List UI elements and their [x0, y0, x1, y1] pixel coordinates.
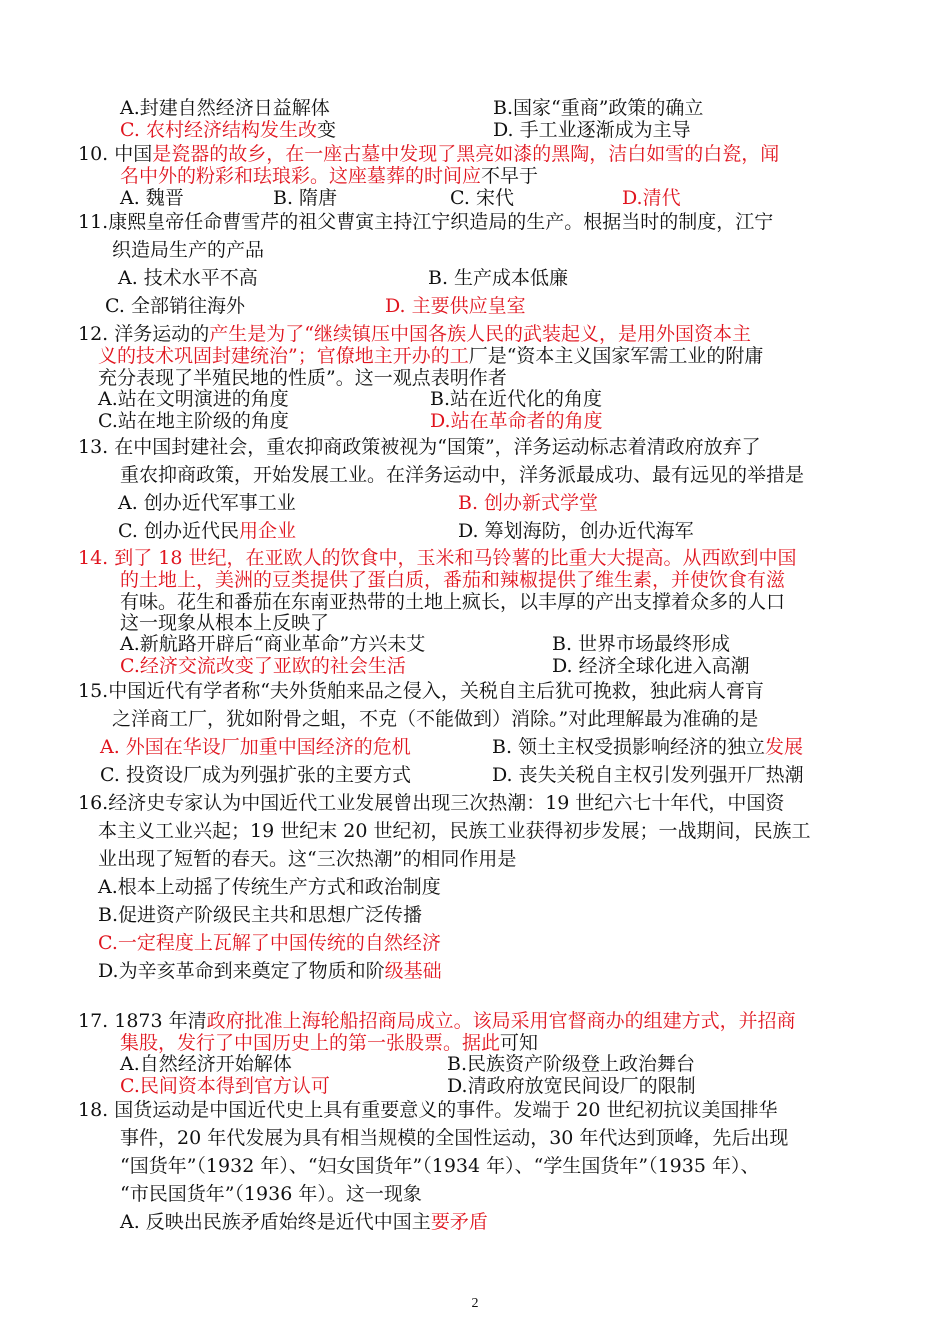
text-line — [120, 464, 804, 486]
text-line — [552, 633, 730, 655]
question-text: 这一现象从根本上反映了 — [120, 612, 330, 634]
question-text: 可知 — [500, 1032, 539, 1054]
question-text: A. 魏晋 — [120, 187, 184, 209]
question-text: B.民族资产阶级登上政治舞台 — [447, 1053, 696, 1075]
text-line — [98, 848, 516, 870]
text-line — [120, 633, 425, 655]
question-text: A.新航路开辟后“商业革命”方兴未艾 — [120, 633, 426, 655]
text-line — [458, 520, 694, 542]
question-text: 之洋商工厂，犹如附骨之蛆，不克（不能做到）消除。”对此理解最为准确的是 — [112, 708, 759, 730]
question-text: 充分表现了半殖民地的性质”。这一观点表明作者 — [98, 367, 507, 389]
text-line — [112, 239, 264, 261]
answer-highlight-text: 义的技术巩固封建统治”；官僚地主开办的工 — [98, 345, 469, 367]
question-text: A. 创办近代军事工业 — [118, 492, 296, 514]
question-text: 17. 1873 年清 — [78, 1010, 207, 1032]
text-line — [98, 960, 442, 982]
question-text: C. 创办近代民 — [118, 520, 239, 542]
text-line — [493, 119, 691, 141]
answer-highlight-text: 发展 — [765, 736, 804, 758]
answer-highlight-text: 集股，发行了中国历史上的第一张股票。据此 — [120, 1032, 501, 1054]
text-line — [273, 187, 337, 209]
text-line — [447, 1053, 695, 1075]
question-text: 16.经济史专家认为中国近代工业发展曾出现三次热潮：19 世纪六七十年代，中国资 — [78, 792, 785, 814]
answer-highlight-text: B. 创办新式学堂 — [458, 492, 599, 514]
answer-highlight-text: 用企业 — [238, 520, 296, 542]
answer-highlight-text: 的土地上，美洲的豆类提供了蛋白质，番茄和辣椒提供了维生素，并使饮食有滋 — [120, 569, 786, 591]
answer-highlight-text: 名中外的粉彩和珐琅彩。这座墓葬的时间应 — [120, 165, 482, 187]
question-text: 变 — [316, 119, 336, 141]
question-text: B.促进资产阶级民主共和思想广泛传播 — [98, 904, 423, 926]
text-line — [450, 187, 514, 209]
question-text: 织造局生产的产品 — [112, 239, 265, 261]
text-line — [120, 119, 336, 141]
text-line — [118, 267, 258, 289]
answer-highlight-text: D.站在革命者的角度 — [430, 410, 603, 432]
question-text: 10. 中国 — [78, 143, 153, 165]
text-line — [98, 820, 810, 842]
question-text: A.站在文明演进的角度 — [98, 388, 289, 410]
text-line — [98, 367, 507, 389]
text-line — [78, 436, 761, 458]
question-text: 厂是“资本主义国家军需工业的附庸 — [468, 345, 764, 367]
question-text: B. 世界市场最终形成 — [552, 633, 731, 655]
answer-highlight-text: 产生是为了“继续镇压中国各族人民的武装起义，是用外国资本主 — [209, 323, 751, 345]
question-text: C. 全部销往海外 — [105, 295, 245, 317]
answer-highlight-text: 政府批准上海轮船招商局成立。该局采用官督商办的组建方式，并招商 — [206, 1010, 796, 1032]
text-line — [120, 1155, 759, 1177]
answer-highlight-text: C.一定程度上瓦解了中国传统的自然经济 — [98, 932, 441, 954]
text-line — [120, 1211, 488, 1233]
question-text: D. 丧失关税自主权引发列强开厂热潮 — [492, 764, 804, 786]
question-text: 12. 洋务运动的 — [78, 323, 210, 345]
text-line — [430, 410, 603, 432]
text-line — [78, 323, 751, 345]
text-line — [120, 1053, 292, 1075]
question-text: D.为辛亥革命到来奠定了物质和阶 — [98, 960, 385, 982]
text-line — [112, 708, 758, 730]
text-line — [428, 267, 568, 289]
question-text: C. 宋代 — [450, 187, 514, 209]
text-line — [493, 97, 703, 119]
question-text: 11.康熙皇帝任命曹雪芹的祖父曹寅主持江宁织造局的生产。根据当时的制度，江宁 — [78, 211, 774, 233]
question-text: “国货年”（1932 年）、“妇女国货年”（1934 年）、“学生国货年”（1935 年）、 — [120, 1155, 760, 1177]
text-line — [100, 736, 411, 758]
answer-highlight-text: A. 外国在华设厂加重中国经济的危机 — [100, 736, 411, 758]
text-line — [492, 764, 804, 786]
text-line — [105, 295, 245, 317]
text-line — [98, 410, 289, 432]
question-text: D.清政府放宽民间设厂的限制 — [447, 1075, 696, 1097]
text-line — [118, 520, 296, 542]
question-text: 事件，20 年代发展为具有相当规模的全国性运动，30 年代达到顶峰，先后出现 — [120, 1127, 789, 1149]
question-text: 重农抑商政策，开始发展工业。在洋务运动中，洋务派最成功、最有远见的举措是 — [120, 464, 805, 486]
page-number: 2 — [471, 1296, 479, 1311]
question-text: D. 经济全球化进入高潮 — [552, 655, 750, 677]
text-line — [78, 792, 784, 814]
text-line — [100, 764, 411, 786]
text-line — [120, 655, 406, 677]
answer-highlight-text: 级基础 — [384, 960, 442, 982]
question-text: B. 隋唐 — [273, 187, 338, 209]
question-text: 不早于 — [481, 165, 539, 187]
text-line — [98, 932, 441, 954]
text-line — [120, 1183, 422, 1205]
text-line — [552, 655, 750, 677]
text-line — [98, 345, 763, 367]
text-line — [120, 1032, 538, 1054]
question-text: C.站在地主阶级的角度 — [98, 410, 289, 432]
question-text: 18. 国货运动是中国近代史上具有重要意义的事件。发端于 20 世纪初抗议美国排华 — [78, 1099, 778, 1121]
question-text: D. 手工业逐渐成为主导 — [493, 119, 691, 141]
text-line — [120, 97, 330, 119]
text-line — [98, 904, 422, 926]
question-text: A. 反映出民族矛盾始终是近代中国主 — [120, 1211, 431, 1233]
question-text: A.自然经济开始解体 — [120, 1053, 292, 1075]
text-line — [120, 1127, 788, 1149]
answer-highlight-text: C.经济交流改变了亚欧的社会生活 — [120, 655, 406, 677]
question-text: 13. 在中国封建社会，重农抑商政策被视为“国策”，洋务运动标志着清政府放弃了 — [78, 436, 761, 458]
text-line — [120, 165, 538, 187]
question-text: 有味。花生和番茄在东南亚热带的土地上疯长，以丰厚的产出支撑着众多的人口 — [120, 591, 786, 613]
question-text: 本主义工业兴起；19 世纪末 20 世纪初，民族工业获得初步发展；一战期间，民族工 — [98, 820, 811, 842]
text-line — [622, 187, 681, 209]
text-line — [120, 569, 785, 591]
text-line — [118, 492, 296, 514]
text-line — [430, 388, 602, 410]
question-text: A. 技术水平不高 — [118, 267, 258, 289]
answer-highlight-text: 要矛盾 — [430, 1211, 488, 1233]
text-line — [120, 612, 329, 634]
text-line — [78, 1010, 796, 1032]
question-text: 15.中国近代有学者称“夫外货舶来品之侵入，关税自主后犹可挽救，独此病人膏肓 — [78, 680, 764, 702]
text-line — [78, 547, 797, 569]
text-line — [78, 211, 773, 233]
question-text: D. 筹划海防，创办近代海军 — [458, 520, 694, 542]
question-text: A.封建自然经济日益解体 — [120, 97, 330, 119]
question-text: C. 投资设厂成为列强扩张的主要方式 — [100, 764, 411, 786]
answer-highlight-text: D. 主要供应皇室 — [385, 295, 526, 317]
text-line — [78, 1099, 778, 1121]
text-line — [78, 143, 779, 165]
text-line — [120, 591, 785, 613]
text-line — [458, 492, 598, 514]
question-text: B.国家“重商”政策的确立 — [493, 97, 704, 119]
question-text: B.站在近代化的角度 — [430, 388, 603, 410]
answer-highlight-text: C.民间资本得到官方认可 — [120, 1075, 330, 1097]
text-line — [120, 1075, 330, 1097]
text-line — [78, 680, 764, 702]
question-text: A.根本上动摇了传统生产方式和政治制度 — [98, 876, 441, 898]
answer-highlight-text: D.清代 — [622, 187, 681, 209]
answer-highlight-text: C. 农村经济结构发生改 — [120, 119, 317, 141]
text-line — [120, 187, 184, 209]
answer-highlight-text: 是瓷器的故乡，在一座古墓中发现了黑亮如漆的黑陶，洁白如雪的白瓷，闻 — [152, 143, 780, 165]
text-line — [98, 876, 441, 898]
question-text: “市民国货年”（1936 年）。这一现象 — [120, 1183, 422, 1205]
text-line — [98, 388, 289, 410]
answer-highlight-text: 14. 到了 18 世纪，在亚欧人的饮食中，玉米和马铃薯的比重大大提高。从西欧到中国 — [78, 547, 797, 569]
question-text: 业出现了短暂的春天。这“三次热潮”的相同作用是 — [98, 848, 517, 870]
text-line — [492, 736, 803, 758]
text-line — [447, 1075, 696, 1097]
question-text: B. 生产成本低廉 — [428, 267, 569, 289]
question-text: B. 领土主权受损影响经济的独立 — [492, 736, 766, 758]
text-line — [385, 295, 526, 317]
